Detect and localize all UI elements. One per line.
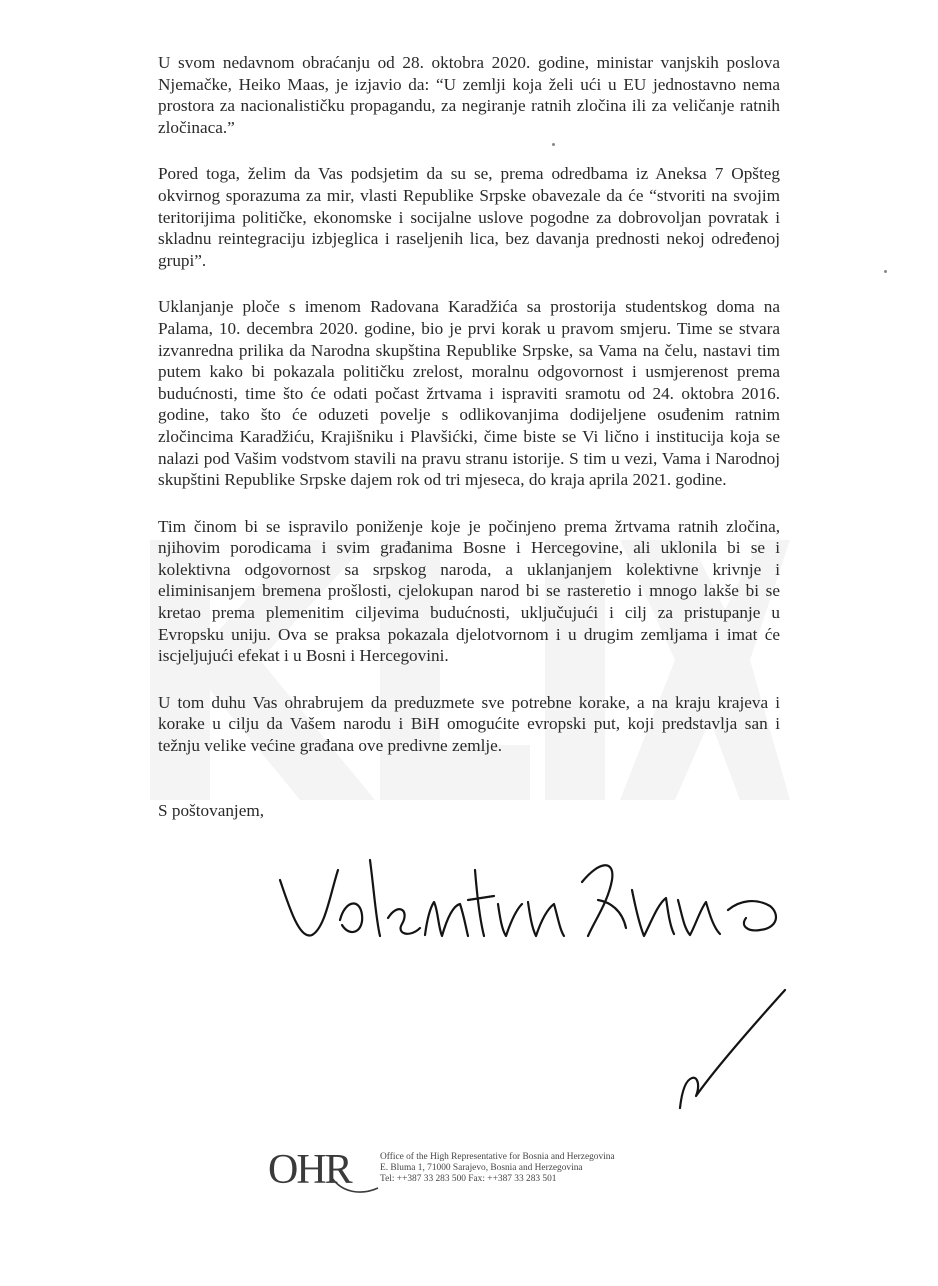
paragraph-3: Uklanjanje ploče s imenom Radovana Karadžića sa prostorija studentskog doma na Palama, 10. decembra 2020. godine, bio je prvi korak u pravom smjeru. Time se stvara izvanredna prilika da Narodna skupština Republike Srpske, sa Vama na čelu, nastavi tim putem kako bi pokazala političku zrelost, moralnu odgovornost i usmjerenost prema budućnosti, time što će odati počast žrtvama i ispraviti sramotu od 24. oktobra 2016. godine, tako što će oduzeti povelje s odlikovanjima dodijeljene osuđenim ratnim zločincima Karadžiću, Krajišniku i Plavšićki, čime biste se Vi lično i institucija koja se nalazi pod Vašim vodstvom stavili na pravu stranu istorije. S tim u vezi, Vama i Narodnoj skupštini Republike Srpske dajem rok od tri mjeseca, do kraja aprila 2021. godine.: [158, 297, 780, 490]
letter-body: [158, 52, 780, 782]
paragraph-1: U svom nedavnom obraćanju od 28. oktobra 2020. godine, ministar vanjskih poslova Njemačke, Heiko Maas, je izjavio da: “U zemlji koja želi ući u EU jednostavno nema prostora za nacionalističku propagandu, za negiranje ratnih zločina ili za veličanje ratnih zločinaca.”: [158, 53, 780, 137]
scan-speck: [884, 270, 887, 273]
paragraph-2: Pored toga, želim da Vas podsjetim da su se, prema odredbama iz Aneksa 7 Opšteg okvirnog sporazuma za mir, vlasti Republike Srpske obavezale da će “stvoriti na svojim teritorijima političke, ekonomske i socijalne uslove pogodne za dobrovoljan povratak i skladnu reintegraciju izbjeglica i raseljenih lica, bez davanja prednosti nekoj određenoj grupi”.: [158, 164, 780, 270]
office-address: E. Bluma 1, 71000 Sarajevo, Bosnia and Herzegovina: [380, 1163, 583, 1173]
office-name: Office of the High Representative for Bosnia and Herzegovina: [380, 1152, 615, 1162]
scan-speck: [552, 143, 555, 146]
ohr-logo: OHR: [268, 1147, 351, 1193]
closing-salutation: S poštovanjem,: [158, 801, 264, 820]
office-phone-fax: Tel: ++387 33 283 500 Fax: ++387 33 283 501: [380, 1174, 557, 1184]
logo-swoosh-icon: [330, 1174, 380, 1198]
paragraph-4: Tim činom bi se ispravilo poniženje koje je počinjeno prema žrtvama ratnih zločina, njihovim porodicama i svim građanima Bosne i Hercegovine, ali uklonila bi se i kolektivna odgovornost sa srpskog naroda, a uklanjanjem kolektivne krivnje i eliminisanjem bremena prošlosti, cjelokupan narod bi se rasteretio i mnogo lakše bi se kretao prema plemenitim ciljevima budućnosti, uključujući i cilj za pristupanje u Evropsku uniju. Ova se praksa pokazala djelotvornom i u drugim zemljama i imat će iscjeljujući efekat i u Bosni i Hercegovini.: [158, 516, 780, 666]
letterhead-footer: [268, 1148, 688, 1198]
paragraph-5: U tom duhu Vas ohrabrujem da preduzmete sve potrebne korake, a na kraju krajeva i korake u cilju da Vašem narodu i BiH omogućite evropski put, koji predstavlja san i težnju velike većine građana ove predivne zemlje.: [158, 692, 780, 756]
office-address-block: [380, 1152, 700, 1185]
handwritten-signature: [270, 840, 790, 1140]
